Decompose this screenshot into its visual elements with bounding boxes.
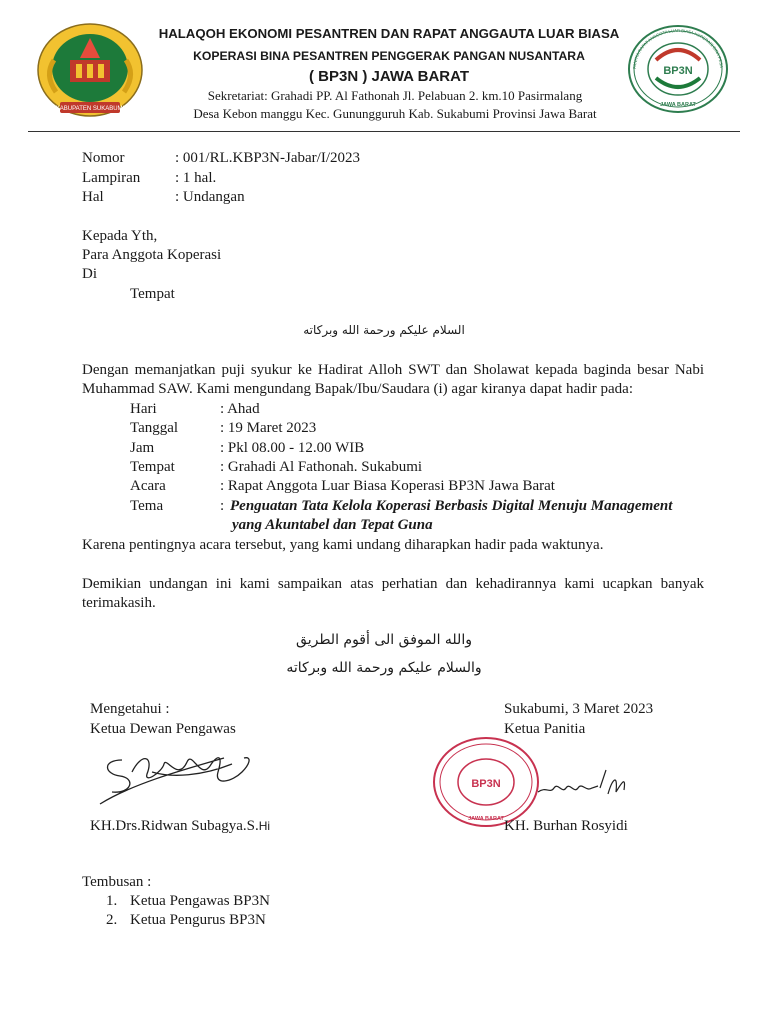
left-logo — [34, 20, 146, 120]
letterhead-address-2: Desa Kebon manggu Kec. Gunungguruh Kab. Sukabumi Provinsi Jawa Barat — [193, 106, 597, 121]
lampiran-value: : 1 hal. — [175, 170, 217, 186]
right-signer-title-1: Sukabumi, 3 Maret 2023 — [504, 701, 654, 717]
left-signer-title-2: Ketua Dewan Pengawas — [90, 721, 236, 737]
cc-item-2: Ketua Pengurus BP3N — [130, 912, 266, 928]
letterhead-title-3: ( BP3N ) JAWA BARAT — [308, 68, 469, 85]
left-signature — [92, 742, 257, 812]
right-logo-ring-text: PANITIA RAPAT ANGGOTA LUAR BIASA KOPERASI BINA PESA — [631, 27, 725, 70]
left-signer-title-1: Mengetahui : — [90, 701, 170, 717]
intro-paragraph: Dengan memanjatkan puji syukur ke Hadirat Alloh SWT dan Sholawat kepada baginda besar Nabi Muhammad SAW. Kami mengundang Bapak/Ibu/Saudara (i) agar kiranya dapat hadir pada: — [82, 362, 704, 397]
hari-label: Hari — [130, 401, 157, 417]
tema-line-1: Penguatan Tata Kelola Koperasi Berbasis Digital Menuju Management — [230, 498, 673, 514]
left-signer-name — [90, 817, 270, 836]
svg-text:BP3N: BP3N — [471, 778, 501, 790]
cc-item-1: Ketua Pengawas BP3N — [130, 893, 270, 909]
letterhead-title-2: KOPERASI BINA PESANTREN PENGGERAK PANGAN NUSANTARA — [193, 49, 585, 63]
tempat-value: : Grahadi Al Fathonah. Sukabumi — [220, 459, 423, 475]
arabic-closing-2: والسلام عليكم ورحمة الله وبركاته — [286, 660, 482, 676]
signature-scribble-icon — [92, 742, 257, 812]
acara-value: : Rapat Anggota Luar Biasa Koperasi BP3N Jawa Barat — [220, 478, 555, 494]
svg-text:PANITIA RAPAT ANGGOTA LUAR BIA — [626, 24, 724, 69]
hal-value: : Undangan — [175, 189, 245, 205]
tanggal-label: Tanggal — [130, 420, 179, 436]
nomor-value: : 001/RL.KBP3N-Jabar/I/2023 — [175, 150, 360, 166]
cc-number-2: 2. — [106, 912, 118, 928]
right-logo — [626, 24, 730, 114]
cc-title: Tembusan : — [82, 874, 152, 890]
right-signer-name: KH. Burhan Rosyidi — [504, 818, 628, 834]
stamp-icon — [430, 734, 542, 830]
salam-opening: السلام عليكم ورحمة الله وبركاته — [303, 323, 465, 337]
arabic-closing-1: والله الموفق الى أقوم الطريق — [296, 632, 472, 648]
recipient-line-1: Kepada Yth, — [82, 228, 158, 244]
closing-paragraph: Demikian undangan ini kami sampaikan atas perhatian dan kehadirannya kami ucapkan banyak terimakasih. — [82, 576, 704, 611]
left-signer-name-suffix: Hi — [258, 819, 271, 833]
regency-emblem-icon — [34, 20, 146, 120]
tema-colon: : — [220, 498, 225, 514]
right-signature — [536, 764, 636, 804]
hal-label: Hal — [82, 189, 104, 205]
jam-value: : Pkl 08.00 - 12.00 WIB — [220, 440, 365, 456]
svg-text:JAWA BARAT: JAWA BARAT — [468, 816, 504, 822]
recipient-line-4: Tempat — [130, 286, 175, 302]
closing-line: Karena pentingnya acara tersebut, yang kami undang diharapkan hadir pada waktunya. — [82, 537, 604, 553]
committee-stamp — [430, 734, 542, 830]
acara-label: Acara — [130, 478, 166, 494]
tema-line-2: yang Akuntabel dan Tepat Guna — [232, 517, 433, 533]
lampiran-label: Lampiran — [82, 170, 141, 186]
tema-label: Tema — [130, 498, 164, 514]
signature-scribble-icon — [536, 764, 636, 804]
tanggal-value: : 19 Maret 2023 — [220, 420, 317, 436]
jam-label: Jam — [130, 440, 155, 456]
recipient-line-3: Di — [82, 266, 97, 282]
recipient-line-2: Para Anggota Koperasi — [82, 247, 222, 263]
letterhead-divider — [28, 131, 740, 132]
left-signer-name-main: KH.Drs.Ridwan Subagya.S. — [90, 818, 259, 834]
nomor-label: Nomor — [82, 150, 125, 166]
left-logo-caption: KABUPATEN SUKABUMI — [55, 106, 125, 112]
right-logo-text: BP3N — [663, 65, 693, 77]
hari-value: : Ahad — [220, 401, 260, 417]
tempat-label: Tempat — [130, 459, 175, 475]
right-signer-title-2: Ketua Panitia — [504, 721, 586, 737]
bp3n-logo-icon — [626, 24, 730, 114]
letterhead-title-1: HALAQOH EKONOMI PESANTREN DAN RAPAT ANGGAUTA LUAR BIASA — [158, 26, 620, 41]
letterhead-address-1: Sekretariat: Grahadi PP. Al Fathonah Jl. Pelabuan 2. km.10 Pasirmalang — [207, 88, 583, 103]
cc-number-1: 1. — [106, 893, 118, 909]
right-logo-bottom: JAWA BARAT — [660, 102, 696, 108]
